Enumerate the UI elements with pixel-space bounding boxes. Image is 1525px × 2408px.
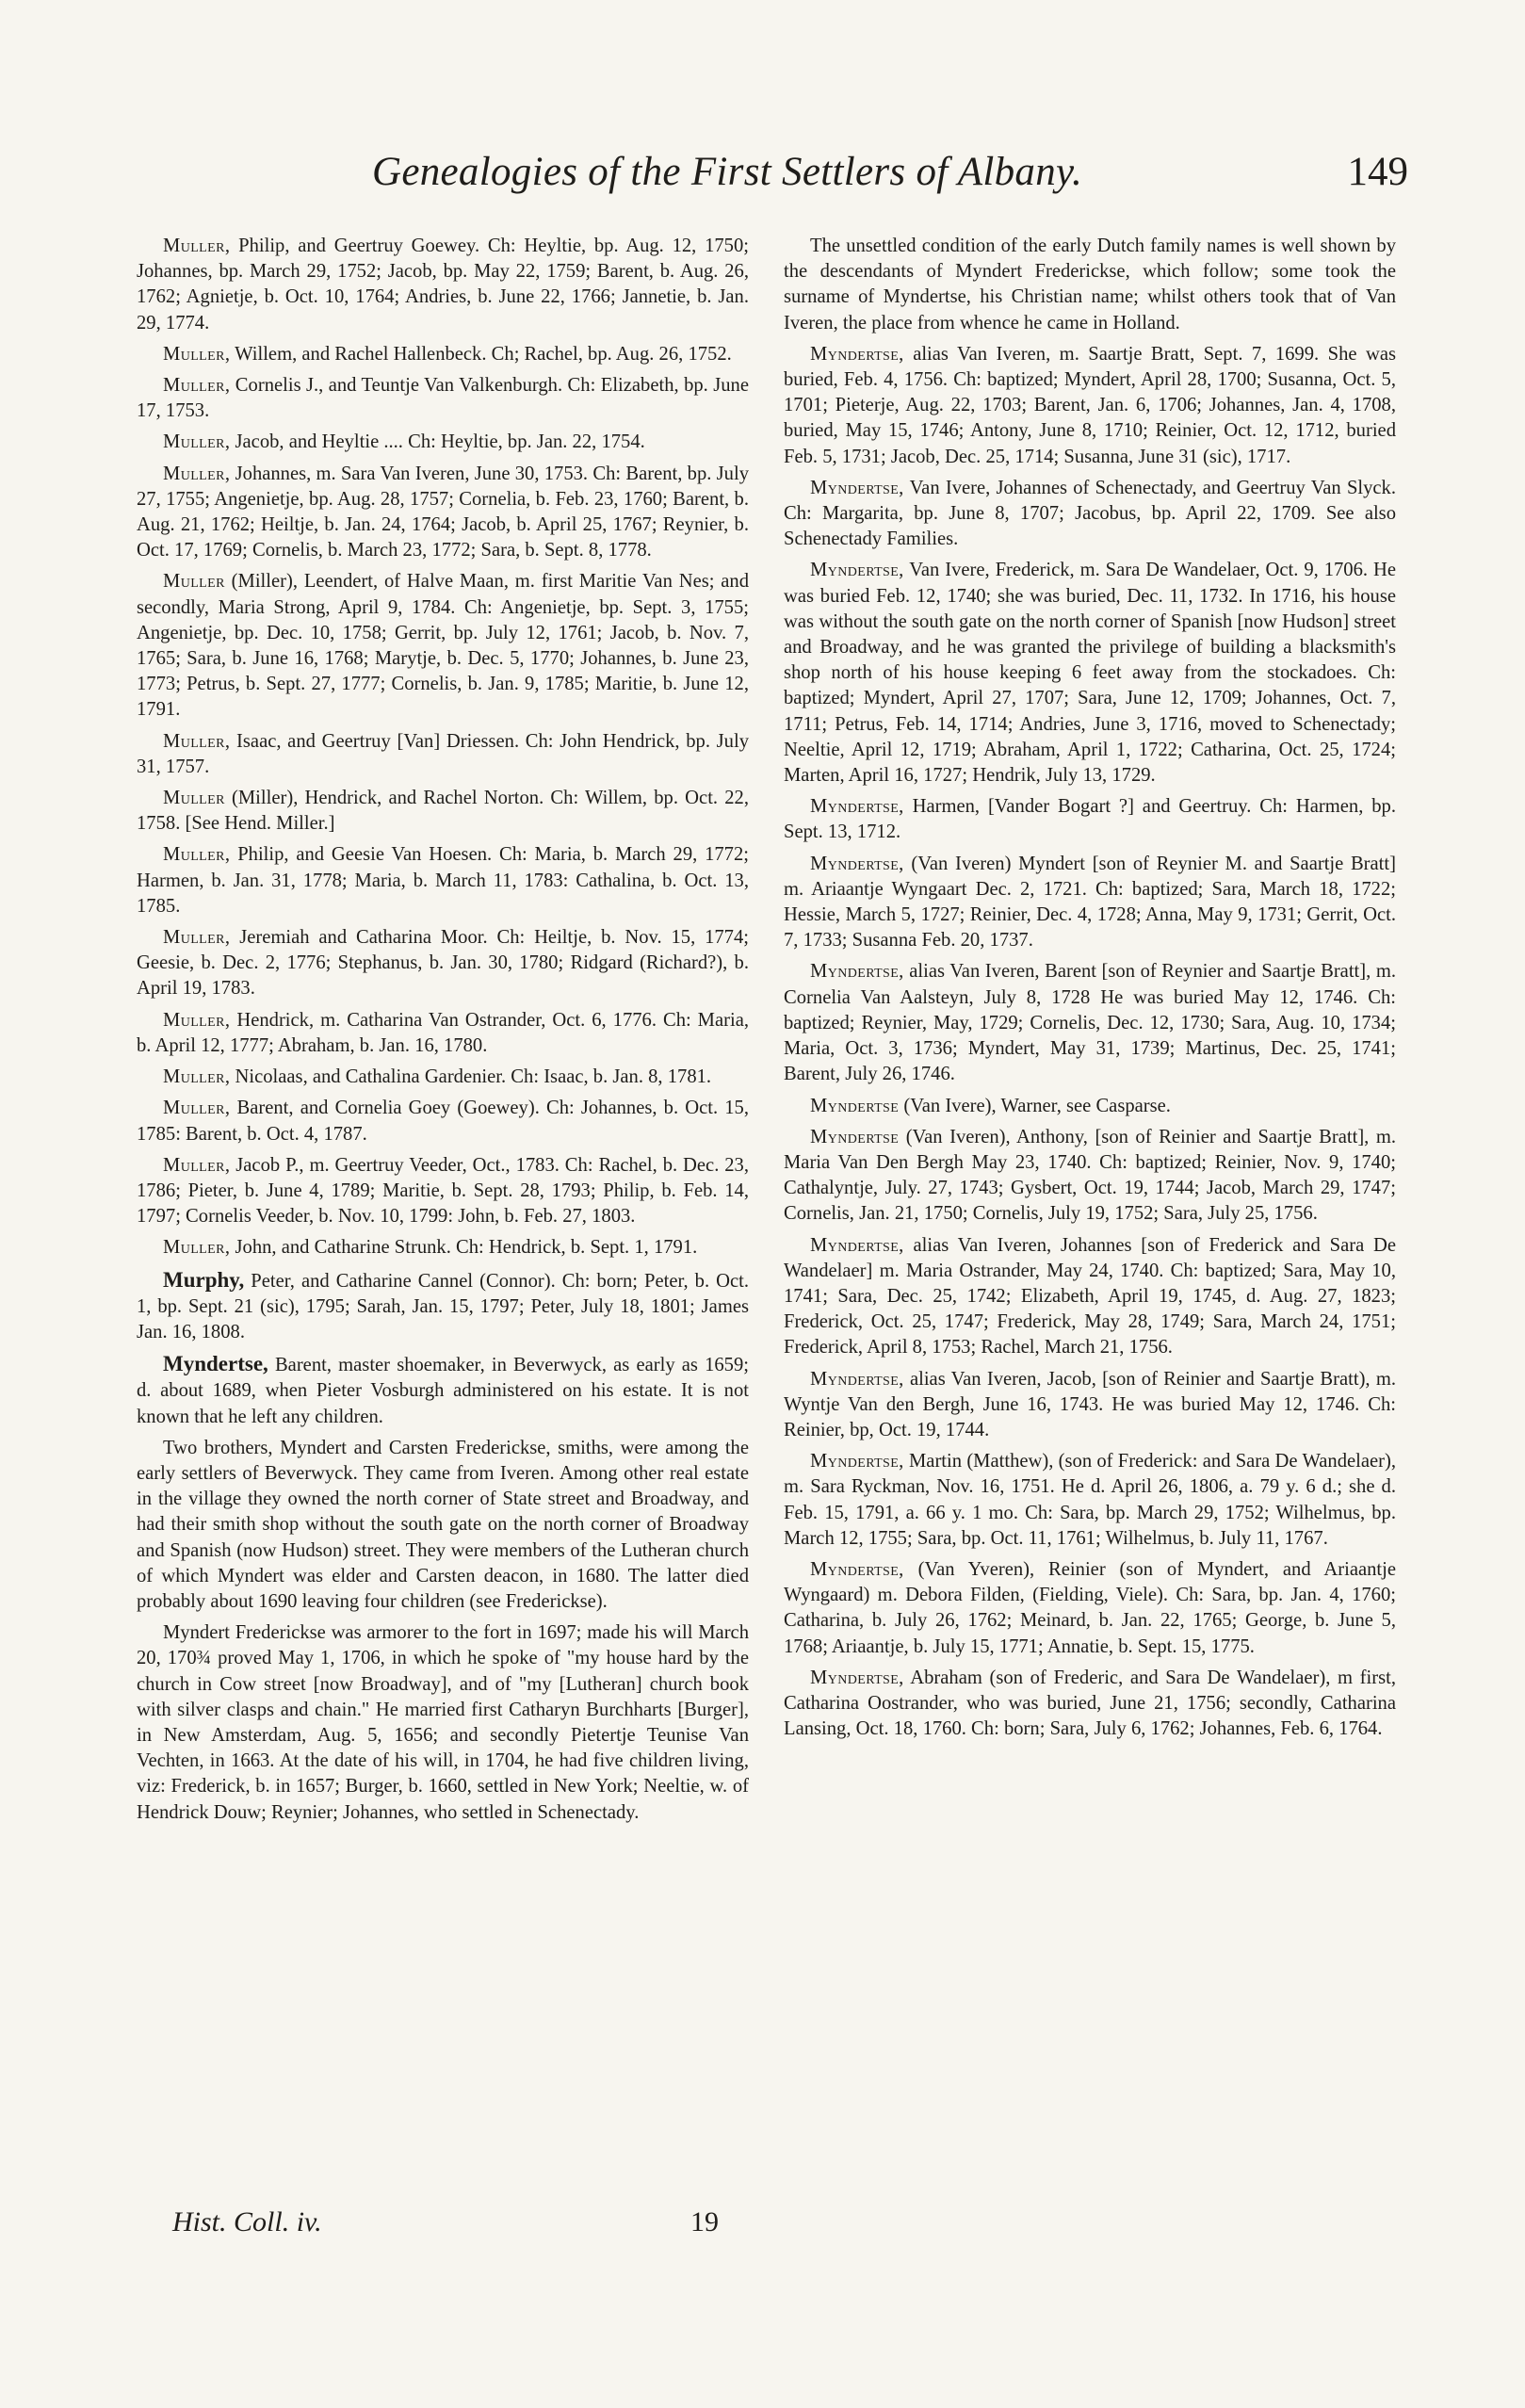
genealogy-entry bbox=[137, 842, 749, 919]
entry-surname: Myndertse, bbox=[810, 477, 904, 498]
genealogy-entry bbox=[137, 1153, 749, 1230]
page-number: 149 bbox=[1347, 150, 1408, 194]
entry-text: John, and Catharine Strunk. Ch: Hendrick, b. Sept. 1, 1791. bbox=[230, 1237, 698, 1259]
entry-surname: Muller, bbox=[163, 1098, 231, 1119]
genealogy-entry bbox=[784, 1557, 1396, 1660]
entry-surname: Muller, bbox=[163, 431, 231, 453]
entry-surname: Muller, bbox=[163, 1009, 231, 1031]
genealogy-entry bbox=[784, 1233, 1396, 1361]
entry-text: Peter, and Catharine Cannel (Connor). Ch: born; Peter, b. Oct. 1, bp. Sept. 21 (sic), 1795; Sarah, Jan. 15, 1797; Peter, July 18, 1801; James Jan. 16, 1808. bbox=[137, 1270, 749, 1342]
entry-surname: Myndertse, bbox=[810, 1451, 904, 1472]
entry-surname: Myndertse, bbox=[810, 853, 904, 874]
entry-text: Cornelis J., and Teuntje Van Valkenburgh. Ch: Elizabeth, bp. June 17, 1753. bbox=[137, 375, 749, 422]
entry-text: Abraham (son of Frederic, and Sara De Wandelaer), m first, Catharina Oostrander, who was buried, June 21, 1756; secondly, Catharina Lansing, Oct. 18, 1760. Ch: born; Sara, July 6, 1762; Johannes, Feb. 6, 1764. bbox=[784, 1667, 1396, 1740]
entry-text: (Van Yveren), Reinier (son of Myndert, and Ariaantje Wyngaard) m. Debora Filden, (Fielding, Viele). Ch: Sara, bp. Jan. 4, 1760; Catharina, b. July 26, 1762; Meinard, b. Jan. 22, 1765; George, b. June 5, 1768; Ariaantje, b. July 15, 1771; Annatie, b. Sept. 15, 1775. bbox=[784, 1558, 1396, 1657]
entry-surname: Muller, bbox=[163, 1066, 231, 1088]
genealogy-entry bbox=[137, 234, 749, 336]
entry-text: Willem, and Rachel Hallenbeck. Ch; Rachel, bp. Aug. 26, 1752. bbox=[230, 343, 732, 365]
genealogy-entry bbox=[137, 430, 749, 455]
running-title: Genealogies of the First Settlers of Albany. bbox=[372, 150, 1083, 194]
entry-text: Johannes, m. Sara Van Iveren, June 30, 1753. Ch: Barent, bp. July 27, 1755; Angenietje, bp. Aug. 28, 1757; Cornelia, b. Feb. 23, 1760; Barent, b. Aug. 21, 1762; Heiltje, b. Jan. 24, 1764; Jacob, b. April 25, 1767; Reynier, b. Oct. 17, 1769; Cornelis, b. March 23, 1772; Sara, b. Sept. 8, 1778. bbox=[137, 463, 749, 561]
entry-text: Two brothers, Myndert and Carsten Frederickse, smiths, were among the early settlers of Beverwyck. They came from Iveren. Among other real estate in the village they owned the north corner of State street and Broadway, and had their smith shop without the south gate on the north corner of Broadway and Spanish (now Hudson) street. They were members of the Lutheran church of which Myndert was elder and Carsten deacon, in 1680. The latter died probably about 1690 leaving four children (see Frederickse). bbox=[137, 1437, 749, 1612]
page-header bbox=[372, 149, 1408, 215]
genealogy-entry bbox=[137, 1065, 749, 1090]
genealogy-entry bbox=[137, 569, 749, 723]
entry-text: Van Ivere, Frederick, m. Sara De Wandelaer, Oct. 9, 1706. He was buried Feb. 12, 1740; she was buried, Dec. 11, 1732. In 1716, his house was without the south gate on the north corner of Spanish [now Hudson] street and Broadway, and he was granted the privilege of building a blacksmith's shop north of his house keeping 6 feet away from the stockadoes. Ch: baptized; Myndert, April 27, 1707; Sara, June 12, 1709; Johannes, Oct. 7, 1711; Petrus, Feb. 14, 1714; Andries, June 3, 1716, moved to Schenectady; Neeltie, April 12, 1719; Abraham, April 1, 1722; Catharina, Oct. 25, 1724; Marten, April 16, 1727; Hendrik, July 13, 1729. bbox=[784, 560, 1396, 787]
entry-text: Nicolaas, and Cathalina Gardenier. Ch: Isaac, b. Jan. 8, 1781. bbox=[230, 1066, 712, 1088]
entry-surname: Myndertse, bbox=[810, 560, 904, 581]
genealogy-entry bbox=[137, 1008, 749, 1059]
genealogy-entry bbox=[137, 786, 749, 837]
entry-text: Myndert Frederickse was armorer to the fort in 1697; made his will March 20, 170¾ proved May 1, 1706, in which he spoke of "my house hard by the church in Cow street [now Broadway], and of "my [Lutheran] church book with silver clasps and chain." He married first Catharyn Burchharts [Burger], in New Amsterdam, Aug. 5, 1656; and secondly Pietertje Teunise Van Vechten, in 1663. At the date of his will, in 1704, he had five children living, viz: Frederick, b. in 1657; Burger, b. 1660, settled in New York; Neeltie, w. of Hendrick Douw; Reynier; Johannes, who settled in Schenectady. bbox=[137, 1622, 749, 1823]
genealogy-entry bbox=[784, 476, 1396, 553]
entry-text: (Van Ivere), Warner, see Casparse. bbox=[899, 1095, 1171, 1116]
entry-text: Philip, and Geertruy Goewey. Ch: Heyltie, bp. Aug. 12, 1750; Johannes, bp. March 29, 1752; Jacob, bp. May 22, 1759; Barent, b. Aug. 26, 1762; Agnietje, b. Oct. 10, 1764; Andries, b. June 22, 1766; Jannetie, b. Jan. 29, 1774. bbox=[137, 236, 749, 334]
genealogy-entry bbox=[137, 729, 749, 780]
genealogy-entry bbox=[784, 1449, 1396, 1552]
entry-surname: Myndertse, bbox=[810, 343, 904, 365]
entry-surname: Muller bbox=[163, 571, 225, 593]
entry-text: alias Van Iveren, Jacob, [son of Reinier and Saartje Bratt), m. Wyntje Van den Bergh, June 16, 1743. He was buried May 12, 1746. Ch: Reinier, bp, Oct. 19, 1744. bbox=[784, 1368, 1396, 1440]
entry-surname: Myndertse bbox=[810, 1095, 900, 1116]
genealogy-entry bbox=[784, 794, 1396, 845]
entry-text: Philip, and Geesie Van Hoesen. Ch: Maria, b. March 29, 1772; Harmen, b. Jan. 31, 1778; Maria, b. March 11, 1783: Cathalina, b. Oct. 13, 1785. bbox=[137, 844, 749, 917]
left-column bbox=[137, 234, 749, 1831]
genealogy-entry bbox=[137, 1351, 749, 1430]
genealogy-entry bbox=[137, 462, 749, 564]
genealogy-entry bbox=[137, 1235, 749, 1261]
entry-surname: Muller, bbox=[163, 343, 231, 365]
entry-surname: Muller, bbox=[163, 1237, 231, 1259]
genealogy-entry bbox=[137, 925, 749, 1002]
entry-text: Jeremiah and Catharina Moor. Ch: Heiltje, b. Nov. 15, 1774; Geesie, b. Dec. 2, 1776; Stephanus, b. Jan. 30, 1780; Ridgard (Richard?), b. April 19, 1783. bbox=[137, 927, 749, 1000]
entry-text: Barent, master shoemaker, in Beverwyck, as early as 1659; d. about 1689, when Pieter Vosburgh administered on his estate. It is not known that he left any children. bbox=[137, 1355, 749, 1427]
entry-surname: Muller, bbox=[163, 730, 231, 752]
entry-text: Harmen, [Vander Bogart ?] and Geertruy. Ch: Harmen, bp. Sept. 13, 1712. bbox=[784, 796, 1396, 843]
entry-text: Barent, and Cornelia Goey (Goewey). Ch: Johannes, b. Oct. 15, 1785: Barent, b. Oct. 4, 1787. bbox=[137, 1098, 749, 1145]
genealogy-entry bbox=[784, 1367, 1396, 1444]
entry-text: (Miller), Hendrick, and Rachel Norton. Ch: Willem, bp. Oct. 22, 1758. [See Hend. Miller.] bbox=[137, 788, 749, 835]
entry-text: (Van Iveren), Anthony, [son of Reinier and Saartje Bratt], m. Maria Van Den Bergh May 23, 1740. Ch: baptized; Reinier, Nov. 9, 1740; Cathalyntje, July. 27, 1743; Gysbert, Oct. 19, 1744; Jacob, March 29, 1747; Cornelis, Jan. 21, 1750; Cornelis, July 19, 1752; Sara, July 25, 1756. bbox=[784, 1126, 1396, 1225]
entry-surname: Myndertse, bbox=[163, 1352, 268, 1376]
entry-surname: Muller, bbox=[163, 1154, 231, 1176]
entry-text: (Van Iveren) Myndert [son of Reynier M. and Saartje Bratt] m. Ariaantje Wyngaart Dec. 2, 1721. Ch: baptized; Sara, March 18, 1722; Hessie, March 5, 1727; Reinier, Dec. 4, 1728; Anna, May 9, 1731; Gerrit, Oct. 7, 1733; Susanna Feb. 20, 1737. bbox=[784, 853, 1396, 952]
entry-text: Van Ivere, Johannes of Schenectady, and Geertruy Van Slyck. Ch: Margarita, bp. June 8, 1707; Jacobus, bp. April 22, 1709. See also Schenectady Families. bbox=[784, 477, 1396, 550]
signature-note: Hist. Coll. iv. bbox=[172, 2206, 322, 2237]
genealogy-entry bbox=[137, 1620, 749, 1826]
entry-text: Jacob, and Heyltie .... Ch: Heyltie, bp. Jan. 22, 1754. bbox=[230, 431, 645, 453]
entry-surname: Myndertse bbox=[810, 1126, 900, 1147]
genealogy-entry bbox=[784, 234, 1396, 336]
entry-text: alias Van Iveren, Johannes [son of Frederick and Sara De Wandelaer] m. Maria Ostrander, May 24, 1740. Ch: baptized; Sara, May 10, 1741; Sara, Dec. 25, 1742; Elizabeth, April 19, 1745, d. Aug. 27, 1823; Frederick, Oct. 25, 1747; Frederick, May 28, 1749; Sara, March 24, 1751; Frederick, April 8, 1753; Rachel, March 21, 1756. bbox=[784, 1234, 1396, 1359]
genealogy-entry bbox=[784, 1125, 1396, 1228]
entry-text: Hendrick, m. Catharina Van Ostrander, Oct. 6, 1776. Ch: Maria, b. April 12, 1777; Abraham, b. Jan. 16, 1780. bbox=[137, 1009, 749, 1056]
entry-surname: Myndertse, bbox=[810, 1234, 904, 1256]
entry-text: Isaac, and Geertruy [Van] Driessen. Ch: John Hendrick, bp. July 31, 1757. bbox=[137, 730, 749, 777]
entry-surname: Muller, bbox=[163, 375, 231, 397]
entry-surname: Muller, bbox=[163, 927, 231, 949]
entry-surname: Myndertse, bbox=[810, 1667, 904, 1688]
genealogy-entry bbox=[784, 342, 1396, 470]
entry-surname: Myndertse, bbox=[810, 961, 904, 983]
genealogy-entry bbox=[784, 852, 1396, 954]
page-footer bbox=[172, 2206, 813, 2253]
genealogy-entry bbox=[137, 373, 749, 424]
entry-surname: Muller bbox=[163, 788, 225, 809]
genealogy-entry bbox=[784, 1094, 1396, 1119]
genealogy-entry bbox=[784, 959, 1396, 1087]
entry-text: Jacob P., m. Geertruy Veeder, Oct., 1783. Ch: Rachel, b. Dec. 23, 1786; Pieter, b. June 4, 1789; Maritie, b. Sept. 28, 1793; Philip, b. Feb. 14, 1797; Cornelis Veeder, b. Nov. 10, 1799: John, b. Feb. 27, 1803. bbox=[137, 1154, 749, 1228]
signature-mark: 19 bbox=[690, 2206, 719, 2237]
entry-text: Martin (Matthew), (son of Frederick: and Sara De Wandelaer), m. Sara Ryckman, Nov. 16, 1751. He d. April 26, 1806, a. 79 y. 6 d.; she d. Feb. 15, 1791, a. 66 y. 1 mo. Ch: Sara, bp. March 29, 1752; Wilhelmus, bp. March 12, 1755; Sara, bp. Oct. 11, 1761; Wilhelmus, b. July 11, 1767. bbox=[784, 1451, 1396, 1549]
entry-surname: Murphy, bbox=[163, 1267, 245, 1292]
entry-surname: Muller, bbox=[163, 463, 231, 484]
genealogy-entry bbox=[137, 1436, 749, 1615]
genealogy-entry bbox=[137, 1267, 749, 1346]
genealogy-entry bbox=[137, 342, 749, 367]
genealogy-entry bbox=[137, 1096, 749, 1147]
entry-text: alias Van Iveren, m. Saartje Bratt, Sept. 7, 1699. She was buried, Feb. 4, 1756. Ch: baptized; Myndert, April 28, 1700; Susanna, Oct. 5, 1701; Pieterje, Aug. 22, 1703; Barent, Jan. 6, 1706; Johannes, Jan. 4, 1708, buried, May 15, 1746; Antony, June 8, 1710; Reinier, Oct. 12, 1712, buried Feb. 5, 1731; Jacob, Dec. 25, 1714; Susanna, June 31 (sic), 1717. bbox=[784, 343, 1396, 467]
genealogy-entry bbox=[784, 558, 1396, 789]
right-column bbox=[784, 234, 1396, 1748]
entry-text: The unsettled condition of the early Dutch family names is well shown by the descendants of Myndert Frederickse, which follow; some took the surname of Myndertse, his Christian name; whilst others took that of Van Iveren, the place from whence he came in Holland. bbox=[784, 236, 1396, 334]
entry-surname: Myndertse, bbox=[810, 1558, 904, 1580]
entry-surname: Muller, bbox=[163, 844, 231, 866]
entry-text: (Miller), Leendert, of Halve Maan, m. first Maritie Van Nes; and secondly, Maria Strong, April 9, 1784. Ch: Angenietje, bp. Sept. 3, 1755; Angenietje, bp. Dec. 10, 1758; Gerrit, bp. July 12, 1761; Jacob, b. Nov. 7, 1765; Sara, b. June 16, 1768; Marytje, b. Dec. 5, 1770; Johannes, b. June 23, 1773; Petrus, b. Sept. 27, 1777; Cornelis, b. Jan. 9, 1785; Maritie, b. June 12, 1791. bbox=[137, 571, 749, 721]
entry-surname: Myndertse, bbox=[810, 1368, 904, 1390]
entry-surname: Myndertse, bbox=[810, 796, 904, 818]
entry-text: alias Van Iveren, Barent [son of Reynier and Saartje Bratt], m. Cornelia Van Aalsteyn, July 8, 1728 He was buried May 12, 1746. Ch: baptized; Reynier, May, 1729; Cornelis, Dec. 12, 1730; Sara, Aug. 10, 1734; Maria, Oct. 3, 1736; Myndert, May 31, 1739; Martinus, Dec. 25, 1741; Barent, July 26, 1746. bbox=[784, 961, 1396, 1085]
genealogy-entry bbox=[784, 1666, 1396, 1743]
entry-surname: Muller, bbox=[163, 236, 231, 256]
